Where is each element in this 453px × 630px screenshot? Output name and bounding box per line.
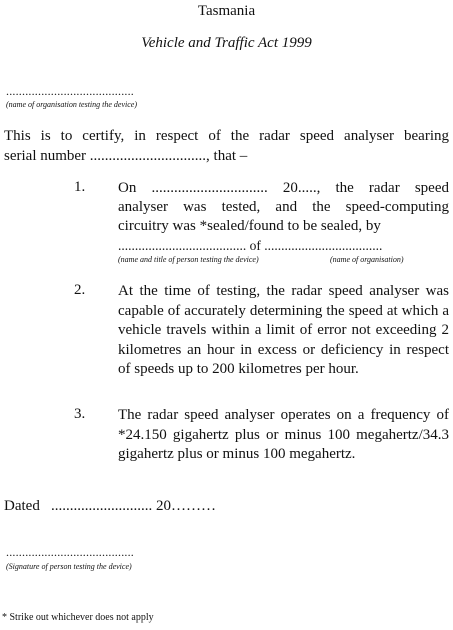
item-2-text: At the time of testing, the radar speed analyser was capable of accurately determining the speed at which a vehicle travels within a limit of error not exceeding 2 kilometres an hour in excess or deficiency in respect of speeds up to 200 kilometres per hour. (118, 283, 449, 377)
item-1-line-2: analyser was tested, and the speed-computing (118, 199, 449, 215)
footnote: * Strike out whichever does not apply (2, 612, 154, 623)
signature-caption: (Signature of person testing the device) (6, 562, 132, 571)
item-1-caption-organisation: (name of organisation) (330, 255, 404, 264)
organisation-caption: (name of organisation testing the device) (6, 100, 138, 109)
signature-blank: ........................................ (6, 545, 134, 559)
item-1-line-4: ...................................... of ................................... (118, 238, 383, 253)
item-1-line-1: On ............................... 20....., the radar speed (118, 180, 449, 196)
jurisdiction-heading: Tasmania (197, 3, 256, 19)
item-1-line-3: circuitry was *sealed/found to be sealed, by (118, 218, 381, 234)
organisation-blank: ........................................ (6, 84, 134, 98)
dated-label: Dated (4, 498, 40, 514)
item-2-number: 2. (74, 282, 86, 298)
certify-line-2: serial number ..............................., that – (4, 148, 248, 164)
act-title: Vehicle and Traffic Act 1999 (141, 35, 312, 51)
item-1-caption-person: (name and title of person testing the device) (118, 255, 259, 264)
dated-blank: ........................... 20……… (51, 498, 216, 514)
certify-line-1: This is to certify, in respect of the radar speed analyser bearing (4, 128, 449, 144)
item-3-text: The radar speed analyser operates on a frequency of *24.150 gigahertz plus or minus 100 megahertz/34.3 gigahertz plus or minus 100 megahertz. (118, 407, 449, 462)
item-1-number: 1. (74, 179, 86, 195)
item-3-number: 3. (74, 406, 86, 422)
